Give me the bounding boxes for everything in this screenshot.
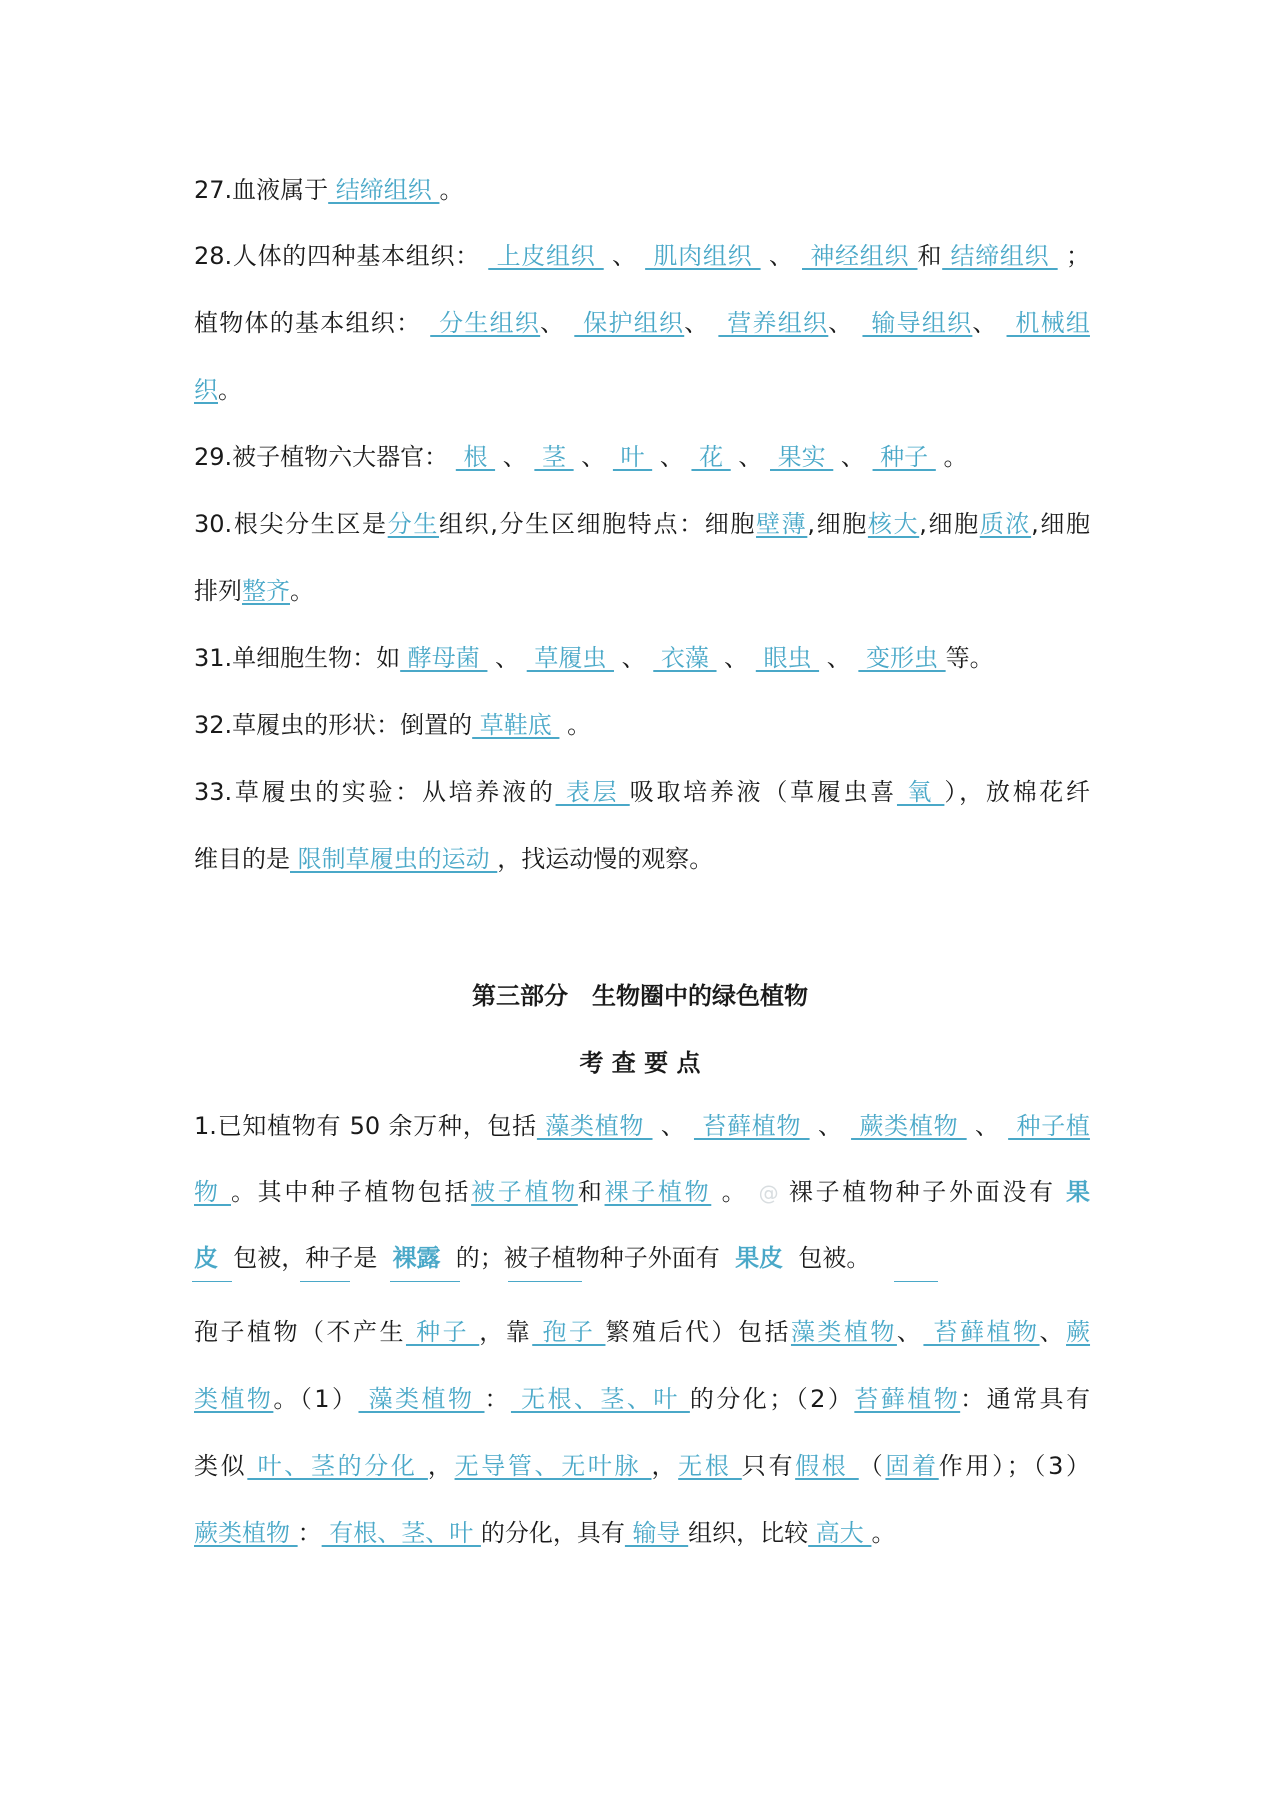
answer-blank: 质浓 bbox=[979, 510, 1032, 538]
question-text: 单细胞生物：如 bbox=[232, 644, 401, 672]
question-number: 32. bbox=[194, 711, 233, 739]
separator: 、 bbox=[817, 1112, 843, 1140]
question-text: 。 bbox=[871, 1519, 896, 1547]
answer-text: 果皮 bbox=[735, 1244, 784, 1272]
fill-line bbox=[508, 1281, 582, 1282]
question-text: 草履虫的实验：从培养液的 bbox=[232, 778, 556, 806]
answer-blank: 花 bbox=[691, 443, 731, 471]
answer-blank: 眼虫 bbox=[755, 644, 820, 672]
answer-blank: 输导组织 bbox=[862, 309, 973, 337]
answer-blank: 种子植 bbox=[1008, 1112, 1090, 1140]
answer-blank: 种子 bbox=[872, 443, 936, 471]
answer-blank: 变形虫 bbox=[858, 644, 946, 672]
question-text: 包被。 bbox=[798, 1244, 871, 1272]
question-text: ，靠 bbox=[479, 1318, 533, 1346]
fill-line bbox=[192, 1281, 232, 1282]
question-text: 。其中种子植物包括 bbox=[231, 1178, 472, 1206]
answer-blank: 蕨类植物 bbox=[851, 1112, 967, 1140]
question-text: 裸子植物种子外面没有 bbox=[788, 1178, 1056, 1206]
answer-blank: 织 bbox=[194, 376, 218, 404]
answer-blank: 无根 bbox=[678, 1452, 742, 1480]
answer-blank: 整齐 bbox=[242, 577, 290, 605]
answer-blank: 茎 bbox=[534, 443, 574, 471]
question-text: 。 bbox=[721, 1178, 749, 1206]
answer-text: 裸露 bbox=[392, 1244, 441, 1272]
question-text: ：通常具有 bbox=[960, 1385, 1090, 1413]
question-30-line-1 bbox=[194, 506, 1090, 542]
answer-blank: 结缔组织 bbox=[942, 242, 1058, 270]
answer-blank: 藻类植物 bbox=[358, 1385, 485, 1413]
point-2-line-2 bbox=[194, 1381, 1090, 1417]
question-29 bbox=[194, 439, 1090, 475]
question-text: 孢子植物（不产生 bbox=[194, 1318, 406, 1346]
question-text: 人体的四种基本组织： bbox=[232, 242, 480, 270]
question-text: 的分化，具有 bbox=[480, 1519, 625, 1547]
question-28-line-1 bbox=[194, 238, 1090, 274]
watermark-mark: @ bbox=[758, 1181, 779, 1205]
question-33-line-2 bbox=[194, 841, 1090, 877]
question-text: 。 bbox=[943, 443, 968, 471]
point-1-line-1 bbox=[194, 1108, 1090, 1144]
question-text: ），放棉花纤 bbox=[944, 778, 1091, 806]
question-text: 的分化；（2） bbox=[689, 1385, 855, 1413]
question-text: 作用）；（3） bbox=[938, 1452, 1090, 1480]
answer-blank: 氧 bbox=[896, 778, 945, 806]
answer-blank: 固着 bbox=[885, 1452, 939, 1480]
question-text: 繁殖后代）包括 bbox=[605, 1318, 791, 1346]
point-1-line-2 bbox=[194, 1174, 1090, 1211]
question-number: 28. bbox=[194, 242, 233, 270]
question-text: 植物体的基本组织： bbox=[194, 309, 422, 337]
point-2-line-4 bbox=[194, 1515, 1090, 1551]
answer-blank: 苔藓植物 bbox=[693, 1112, 810, 1140]
question-text: 血液属于 bbox=[232, 176, 329, 204]
separator: 、 bbox=[768, 242, 794, 270]
section-title: 第三部分 生物圈中的绿色植物 bbox=[472, 982, 808, 1010]
answer-blank: 核大 bbox=[867, 510, 920, 538]
answer-blank: 有根、茎、叶 bbox=[321, 1519, 481, 1547]
answer-blank: 裸子植物 bbox=[604, 1178, 712, 1206]
answer-blank: 上皮组织 bbox=[488, 242, 604, 270]
fill-line bbox=[894, 1281, 938, 1282]
question-text: 。 bbox=[218, 376, 242, 404]
separator: 、 bbox=[660, 1112, 686, 1140]
answer-blank: 藻类植物 bbox=[790, 1318, 897, 1346]
answer-blank: 结缔组织 bbox=[328, 176, 440, 204]
answer-blank: 叶、茎的分化 bbox=[247, 1452, 428, 1480]
answer-blank: 叶 bbox=[612, 443, 653, 471]
question-text: 。 bbox=[290, 577, 314, 605]
separator: 、 bbox=[738, 443, 763, 471]
separator: 、 bbox=[840, 443, 865, 471]
question-text: ,细胞 bbox=[919, 510, 980, 538]
separator: 、 bbox=[1039, 1318, 1067, 1346]
question-text: 吸取培养液（草履虫喜 bbox=[629, 778, 897, 806]
question-33-line-1 bbox=[194, 774, 1090, 810]
question-text: 包被，种子是 bbox=[233, 1244, 378, 1272]
separator: 、 bbox=[972, 309, 998, 337]
answer-blank: 果实 bbox=[770, 443, 834, 471]
question-number: 27. bbox=[194, 176, 233, 204]
answer-blank: 机械组 bbox=[1006, 309, 1090, 337]
separator: 、 bbox=[896, 1318, 924, 1346]
answer-blank: 假根 bbox=[795, 1452, 859, 1480]
separator: 、 bbox=[659, 443, 684, 471]
question-27 bbox=[194, 172, 1090, 208]
answer-blank: 种子 bbox=[405, 1318, 480, 1346]
answer-blank: 蕨类植物 bbox=[194, 1519, 298, 1547]
answer-blank: 分生组织 bbox=[430, 309, 541, 337]
separator: 、 bbox=[828, 309, 854, 337]
question-text: ， bbox=[651, 1452, 679, 1480]
question-text: ,细胞 bbox=[807, 510, 868, 538]
separator: 、 bbox=[581, 443, 606, 471]
answer-blank: 物 bbox=[194, 1178, 231, 1206]
answer-blank: 壁薄 bbox=[756, 510, 808, 538]
separator: 、 bbox=[495, 644, 520, 672]
answer-blank: 高大 bbox=[808, 1519, 872, 1547]
answer-blank: 表层 bbox=[555, 778, 630, 806]
point-2-line-3 bbox=[194, 1448, 1090, 1484]
separator: ； bbox=[1066, 242, 1091, 270]
question-text: 已知植物有 50 余万种，包括 bbox=[216, 1112, 537, 1140]
answer-blank: 苔藓植物 bbox=[923, 1318, 1040, 1346]
answer-blank: 蕨 bbox=[1066, 1318, 1091, 1346]
question-text: ， bbox=[427, 1452, 455, 1480]
answer-blank: 苔藓植物 bbox=[854, 1385, 961, 1413]
answer-blank: 肌肉组织 bbox=[645, 242, 761, 270]
fill-line bbox=[300, 1281, 350, 1282]
answer-blank: 酵母菌 bbox=[400, 644, 488, 672]
question-text: ,细胞 bbox=[1031, 510, 1090, 538]
answer-blank: 限制草履虫的运动 bbox=[290, 845, 498, 873]
question-text: 的；被子植物种子外面有 bbox=[455, 1244, 720, 1272]
separator: 、 bbox=[684, 309, 710, 337]
question-32 bbox=[194, 707, 1090, 743]
question-28-line-3 bbox=[194, 372, 1090, 408]
answer-blank: 草鞋底 bbox=[472, 711, 560, 739]
answer-blank: 无根、茎、叶 bbox=[510, 1385, 690, 1413]
question-number: 1. bbox=[194, 1112, 217, 1140]
answer-text: 皮 bbox=[194, 1244, 218, 1272]
answer-blank: 类植物 bbox=[194, 1385, 274, 1413]
answer-blank: 被子植物 bbox=[471, 1178, 578, 1206]
answer-text: 果 bbox=[1066, 1178, 1091, 1206]
answer-blank: 神经组织 bbox=[802, 242, 918, 270]
question-30-line-2 bbox=[194, 573, 1090, 609]
separator: 、 bbox=[724, 644, 749, 672]
separator: 、 bbox=[621, 644, 646, 672]
question-text: 排列 bbox=[194, 577, 242, 605]
section-subtitle: 考 查 要 点 bbox=[579, 1049, 701, 1077]
question-text: ： bbox=[297, 1519, 322, 1547]
answer-blank: 输导 bbox=[624, 1519, 689, 1547]
question-number: 31. bbox=[194, 644, 233, 672]
question-text: 等。 bbox=[945, 644, 994, 672]
question-text: 类似 bbox=[194, 1452, 248, 1480]
answer-blank: 草履虫 bbox=[526, 644, 614, 672]
question-text: 组织,分生区细胞特点：细胞 bbox=[439, 510, 757, 538]
question-text: 只有 bbox=[741, 1452, 796, 1480]
answer-blank: 无导管、无叶脉 bbox=[454, 1452, 652, 1480]
separator: 、 bbox=[975, 1112, 1000, 1140]
question-text: ： bbox=[484, 1385, 511, 1413]
answer-blank: 藻类植物 bbox=[536, 1112, 653, 1140]
separator: 、 bbox=[540, 309, 566, 337]
question-text: 被子植物六大器官： bbox=[232, 443, 449, 471]
point-2-line-1 bbox=[194, 1314, 1090, 1350]
question-number: 33. bbox=[194, 778, 233, 806]
question-number: 30. bbox=[194, 510, 233, 538]
answer-blank: 分生 bbox=[387, 510, 439, 538]
separator: 、 bbox=[502, 443, 527, 471]
question-number: 29. bbox=[194, 443, 233, 471]
question-text: 和 bbox=[577, 1178, 605, 1206]
question-text: 。 bbox=[439, 176, 464, 204]
question-text: 根尖分生区是 bbox=[232, 510, 388, 538]
answer-blank: 保护组织 bbox=[574, 309, 685, 337]
question-text: （ bbox=[858, 1452, 886, 1480]
answer-blank: 衣藻 bbox=[653, 644, 717, 672]
question-31 bbox=[194, 640, 1090, 676]
point-1-line-3 bbox=[194, 1240, 1090, 1276]
separator: 、 bbox=[826, 644, 851, 672]
question-text: 组织，比较 bbox=[688, 1519, 809, 1547]
fill-line bbox=[390, 1281, 460, 1282]
question-text: 维目的是 bbox=[194, 845, 290, 873]
answer-blank: 营养组织 bbox=[718, 309, 829, 337]
separator: 和 bbox=[917, 242, 943, 270]
answer-blank: 孢子 bbox=[532, 1318, 606, 1346]
question-28-line-2 bbox=[194, 305, 1090, 341]
question-text: 草履虫的形状：倒置的 bbox=[232, 711, 473, 739]
question-text: ，找运动慢的观察。 bbox=[497, 845, 714, 873]
separator: 、 bbox=[612, 242, 637, 270]
question-text: 。（1） bbox=[273, 1385, 359, 1413]
answer-blank: 根 bbox=[455, 443, 496, 471]
question-text: 。 bbox=[567, 711, 592, 739]
